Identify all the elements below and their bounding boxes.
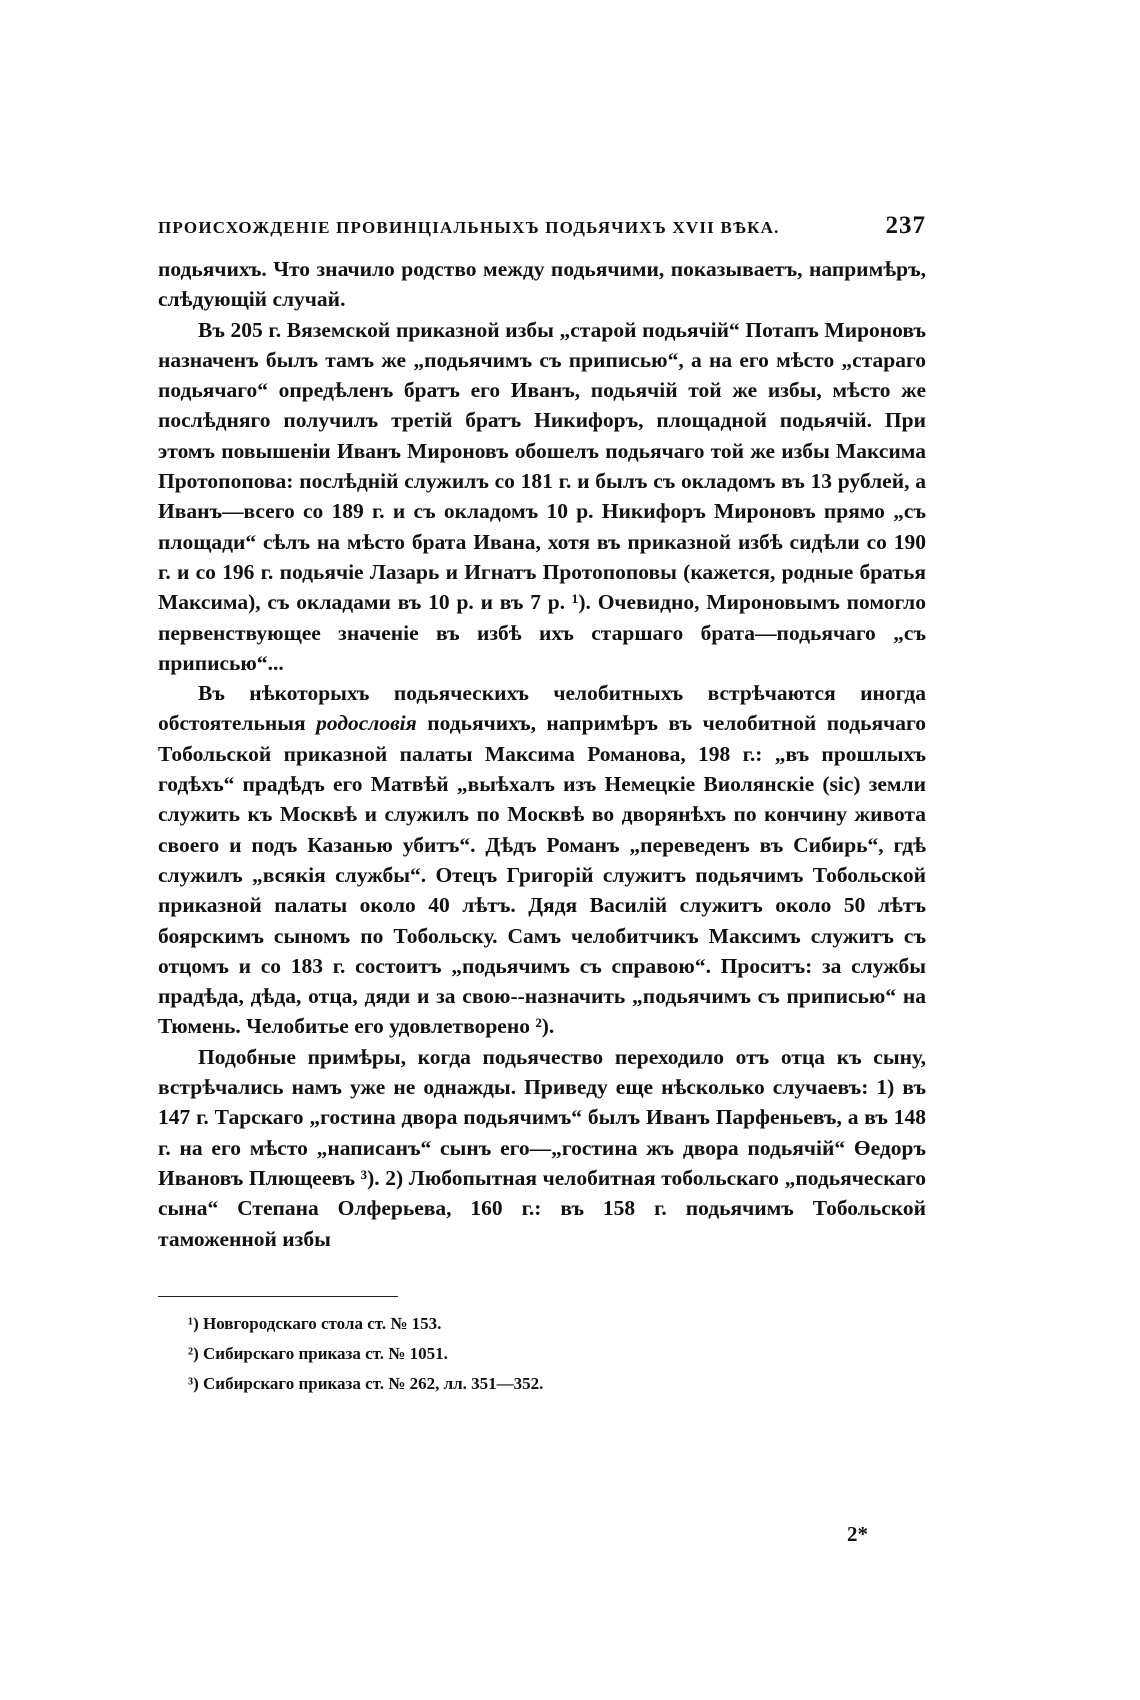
- paragraph-3: [158, 678, 926, 1042]
- body-text: [158, 254, 926, 1254]
- running-title: ПРОИСХОЖДЕНІЕ ПРОВИНЦІАЛЬНЫХЪ ПОДЬЯЧИХЪ XVII ВѢКА.: [158, 218, 780, 237]
- running-header: [158, 212, 926, 240]
- footnote-3: ³) Сибирскаго приказа ст. № 262, лл. 351—352.: [188, 1373, 544, 1393]
- paragraph-4: Подобные примѣры, когда подьячество переходило отъ отца къ сыну, встрѣчались намъ уже не однажды. Приведу еще нѣсколько случаевъ: 1) въ 147 г. Тарскаго „гостина двора подьячимъ“ былъ Иванъ Парфеньевъ, а въ 148 г. на его мѣсто „написанъ“ сынъ его—„гостина жъ двора подьячій“ Өедоръ Ивановъ Плющеевъ ³). 2) Любопытная челобитная тобольскаго „подьяческаго сына“ Степана Олферьева, 160 г.: въ 158 г. подьячимъ Тобольской таможенной избы: [158, 1044, 926, 1251]
- paragraph-3-part-2: подьячихъ, напримѣръ въ челобитной подьячаго Тобольской приказной палаты Максима Романова, 198 г.: „въ прошлыхъ годѣхъ“ прадѣдъ его Матвѣй „выѣхалъ изъ Немецкіе Виолянскіе (sic) земли служить къ Москвѣ и служилъ по Москвѣ во дворянѣхъ по кончину живота своего и подъ Казанью убитъ“. Дѣдъ Романъ „переведенъ въ Сибирь“, гдѣ служилъ „всякія службы“. Отецъ Григорій служитъ подьячимъ Тобольской приказной палаты около 40 лѣтъ. Дядя Василій служитъ около 50 лѣтъ боярскимъ сыномъ по Тобольску. Самъ челобитчикъ Максимъ служитъ съ отцомъ и со 183 г. состоитъ „подьячимъ съ справою“. Проситъ: за службы прадѣда, дѣда, отца, дяди и за свою--назначить „подьячимъ съ приписью“ на Тюмень. Челобитье его удовлетворено ²).: [158, 711, 926, 1039]
- page-number: 237: [885, 212, 926, 239]
- footnote-1: ¹) Новгородскаго стола ст. № 153.: [188, 1313, 442, 1333]
- paragraph-1: подьячихъ. Что значило родство между подьячими, показываетъ, напримѣръ, слѣдующій случай.: [158, 257, 926, 312]
- footnote-separator: [158, 1296, 398, 1297]
- page: [158, 212, 926, 1399]
- emphasis-rodosloviya: родословія: [316, 711, 417, 736]
- paragraph-3-part-1: Въ нѣкоторыхъ подьяческихъ челобитныхъ встрѣчаются иногда обстоятельныя: [158, 681, 926, 736]
- signature-mark: 2*: [847, 1522, 868, 1546]
- footnotes: [158, 1309, 926, 1399]
- paragraph-2: Въ 205 г. Вяземской приказной избы „старой подьячій“ Потапъ Мироновъ назначенъ былъ тамъ же „подьячимъ съ приписью“, а на его мѣсто „стараго подьячаго“ опредѣленъ братъ его Иванъ, подьячій той же избы, мѣсто же послѣдняго получилъ третій братъ Никифоръ, площадной подьячій. При этомъ повышеніи Иванъ Мироновъ обошелъ подьячаго той же избы Максима Протопопова: послѣдній служилъ со 181 г. и былъ съ окладомъ въ 13 рублей, а Иванъ—всего со 189 г. и съ окладомъ 10 р. Никифоръ Мироновъ прямо „съ площади“ сѣлъ на мѣсто брата Ивана, хотя въ приказной избѣ сидѣли со 190 г. и со 196 г. подьячіе Лазарь и Игнатъ Протопоповы (кажется, родные братья Максима), съ окладами въ 10 р. и въ 7 р. ¹). Очевидно, Мироновымъ помогло первенствующее значеніе въ избѣ ихъ старшаго брата—подьячаго „съ приписью“...: [158, 317, 926, 675]
- footnote-2: ²) Сибирскаго приказа ст. № 1051.: [188, 1343, 448, 1363]
